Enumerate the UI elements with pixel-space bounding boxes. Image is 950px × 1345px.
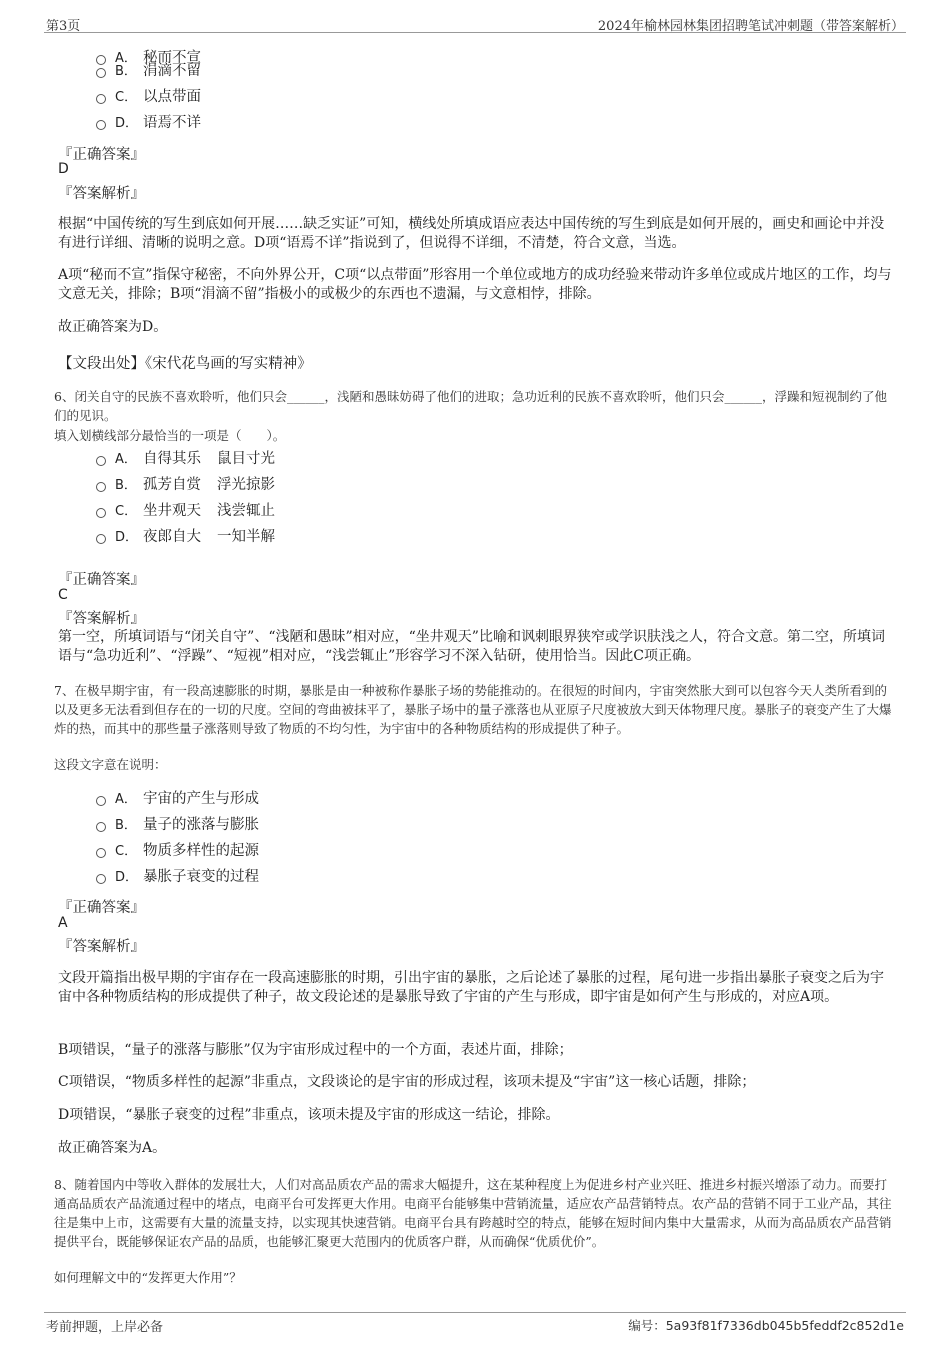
footer-slogan: 考前押题，上岸必备: [46, 1320, 164, 1335]
radio-icon[interactable]: [96, 534, 106, 544]
analysis-paragraph: D项错误，“暴胀子衰变的过程”非重点，该项未提及宇宙的形成这一结论，排除。: [58, 1107, 560, 1123]
source-citation: 【文段出处】《宋代花鸟画的写实精神》: [58, 356, 312, 372]
answer-label: 『正确答案』: [58, 572, 145, 588]
answer-value: D: [58, 161, 69, 177]
option-d[interactable]: D． 语焉不详: [96, 113, 201, 133]
answer-label: 『正确答案』: [58, 147, 145, 163]
analysis-paragraph: A项“秘而不宣”指保守秘密，不向外界公开，C项“以点带面”形容用一个单位或地方的成功经验来带动许多单位或成片地区的工作，均与文意无关，排除；B项“涓滴不留”指极小的或极少的东西也不遗漏，与文意相悖，排除。: [58, 267, 892, 302]
option-a[interactable]: A． 宇宙的产生与形成: [96, 789, 259, 809]
radio-icon[interactable]: [96, 68, 106, 78]
page-footer: [44, 1312, 906, 1333]
question-prompt: 如何理解文中的“发挥更大作用”？: [54, 1270, 242, 1285]
option-a[interactable]: A． 自得其乐 鼠目寸光: [96, 449, 275, 469]
radio-icon[interactable]: [96, 456, 106, 466]
question-stem: 6、闭关自守的民族不喜欢聆听，他们只会______，浅陋和愚昧妨碍了他们的进取；急功近利的民族不喜欢聆听，他们只会______，浮躁和短视制约了他们的见识。: [54, 389, 887, 423]
radio-icon[interactable]: [96, 482, 106, 492]
option-d[interactable]: D． 夜郎自大 一知半解: [96, 527, 275, 547]
option-b[interactable]: B． 量子的涨落与膨胀: [96, 815, 259, 835]
option-c[interactable]: C． 以点带面: [96, 87, 201, 107]
analysis-paragraph: C项错误，“物质多样性的起源”非重点，文段谈论的是宇宙的形成过程，该项未提及“宇宙”这一核心话题，排除；: [58, 1074, 756, 1090]
answer-value: C: [58, 587, 68, 603]
radio-icon[interactable]: [96, 508, 106, 518]
analysis-paragraph: 第一空，所填词语与“闭关自守”、“浅陋和愚昧”相对应，“坐井观天”比喻和讽刺眼界狭窄或学识肤浅之人，符合文意。第二空，所填词语与“急功近利”、“浮躁”、“短视”相对应，“浅尝辄止”形容学习不深入钻研，使用恰当。因此C项正确。: [58, 629, 885, 664]
analysis-paragraph: 根据“中国传统的写生到底如何开展……缺乏实证”可知，横线处所填成语应表达中国传统的写生到底是如何开展的，画史和画论中并没有进行详细、清晰的说明之意。D项“语焉不详”指说到了，但说得不详细，不清楚，符合文意，当选。: [58, 216, 885, 251]
radio-icon[interactable]: [96, 848, 106, 858]
option-a[interactable]: A． 秘而不宣: [96, 48, 201, 68]
radio-icon[interactable]: [96, 94, 106, 104]
option-c[interactable]: C． 坐井观天 浅尝辄止: [96, 501, 275, 521]
radio-icon[interactable]: [96, 874, 106, 884]
document-title: 2024年榆林园林集团招聘笔试冲刺题（带答案解析）: [597, 19, 904, 34]
analysis-paragraph: 文段开篇指出极早期的宇宙存在一段高速膨胀的时期，引出宇宙的暴胀，之后论述了暴胀的过程，尾句进一步指出暴胀子衰变之后为宇宙中各种物质结构的形成提供了种子，故文段论述的是暴胀导致了宇宙的产生与形成，即宇宙是如何产生与形成的，对应A项。: [58, 970, 884, 1005]
question-stem: 8、随着国内中等收入群体的发展壮大，人们对高品质农产品的需求大幅提升，这在某种程度上为促进乡村产业兴旺、推进乡村振兴增添了动力。而要打通高品质农产品流通过程中的堵点，电商平台可发挥更大作用。电商平台能够集中营销流量，适应农产品营销特点。农产品的营销不同于工业产品，其往往是集中上市，这需要有大量的流量支持，以实现其快速营销。电商平台具有跨越时空的特点，能够在短时间内集中大量需求，从而为高品质农产品营销提供平台，既能够保证农产品的品质，也能够汇聚更大范围内的优质客户群，从而确保“优质优价”。: [54, 1177, 892, 1249]
option-b[interactable]: B． 涓滴不留: [96, 61, 201, 81]
analysis-paragraph: 故正确答案为D。: [58, 319, 168, 335]
page-number: 第3页: [46, 19, 81, 34]
analysis-paragraph: 故正确答案为A。: [58, 1140, 167, 1156]
option-d[interactable]: D． 暴胀子衰变的过程: [96, 867, 259, 887]
question-stem: 7、在极早期宇宙，有一段高速膨胀的时期，暴胀是由一种被称作暴胀子场的势能推动的。在很短的时间内，宇宙突然胀大到可以包容今天人类所看到的以及更多无法看到但存在的一切的尺度。空间的弯曲被抹平了，暴胀子场中的量子涨落也从亚原子尺度被放大到天体物理尺度。暴胀子的衰变产生了大爆炸的热，而其中的那些量子涨落则导致了物质的不均匀性，为宇宙中的各种物质结构的形成提供了种子。: [54, 683, 892, 736]
answer-value: A: [58, 915, 68, 931]
analysis-paragraph: B项错误，“量子的涨落与膨胀”仅为宇宙形成过程中的一个方面，表述片面，排除；: [58, 1042, 573, 1058]
option-b[interactable]: B． 孤芳自赏 浮光掠影: [96, 475, 275, 495]
radio-icon[interactable]: [96, 120, 106, 130]
radio-icon[interactable]: [96, 796, 106, 806]
radio-icon[interactable]: [96, 822, 106, 832]
option-c[interactable]: C． 物质多样性的起源: [96, 841, 259, 861]
analysis-label: 『答案解析』: [58, 186, 145, 202]
analysis-label: 『答案解析』: [58, 611, 145, 627]
answer-label: 『正确答案』: [58, 900, 145, 916]
analysis-label: 『答案解析』: [58, 939, 145, 955]
question-prompt: 填入划横线部分最恰当的一项是（ ）。: [54, 428, 286, 443]
document-code: 编号：5a93f81f7336db045b5feddf2c852d1e: [628, 1318, 904, 1333]
question-prompt: 这段文字意在说明：: [54, 757, 167, 772]
page-header: [44, 12, 906, 33]
